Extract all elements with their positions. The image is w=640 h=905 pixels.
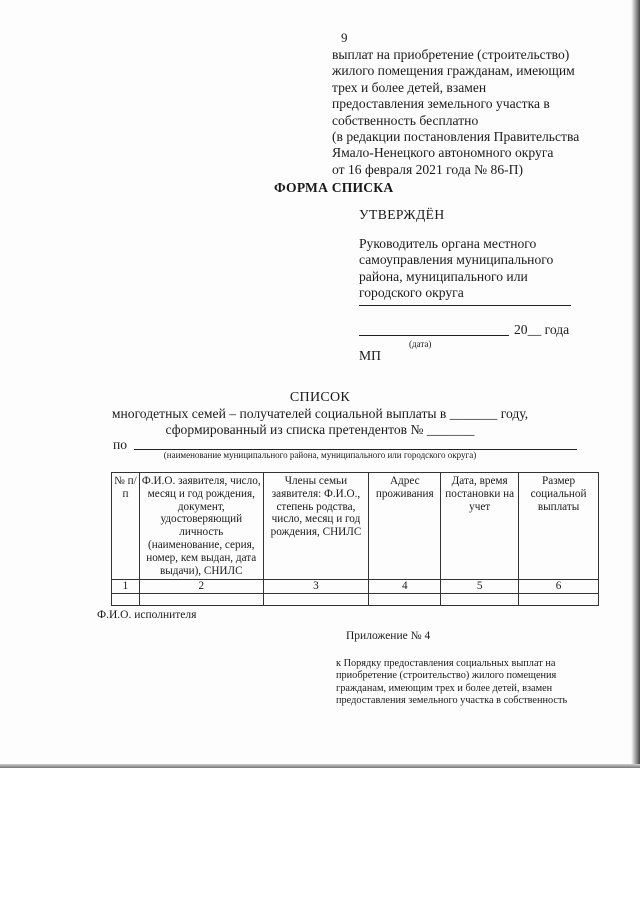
municipality-caption: (наименование муниципального района, муниципального или городского округа) (163, 450, 477, 460)
head-line: самоуправления муниципального (359, 252, 554, 268)
column-number: 5 (441, 580, 519, 594)
head-signature-block (359, 236, 589, 302)
column-number: 6 (519, 580, 599, 594)
list-title: СПИСОК (289, 390, 351, 405)
table-number-row (112, 580, 599, 594)
appendix-text (336, 658, 611, 708)
column-number: 4 (369, 580, 441, 594)
header-number: № п/п (112, 473, 140, 580)
column-number: 2 (139, 580, 263, 594)
head-line: района, муниципального или (359, 268, 528, 284)
head-line: Руководитель органа местного (359, 236, 537, 251)
header-line: трех и более детей, взамен (332, 79, 487, 95)
column-number: 3 (263, 580, 369, 594)
header-line: выплат на приобретение (строительство) (332, 47, 570, 62)
appendix-line: приобретение (строительство) жилого помещения (336, 670, 557, 682)
approved-label: УТВЕРЖДЁН (359, 207, 445, 222)
po-label: по (113, 437, 128, 452)
table-cell (263, 594, 369, 606)
signature-line (359, 305, 571, 306)
table-cell (369, 594, 441, 606)
header-payment-amount: Размер социальной выплаты (519, 473, 599, 580)
table-row (112, 594, 599, 606)
header-line: от 16 февраля 2021 года № 86-П) (332, 161, 524, 177)
header-line: жилого помещения гражданам, имеющим (332, 63, 575, 79)
header-block (332, 47, 632, 178)
head-line: городского округа (359, 285, 464, 301)
table-cell (441, 594, 519, 606)
scan-edge-right (631, 0, 640, 768)
header-line: Ямало-Ненецкого автономного округа (332, 145, 554, 161)
appendix-title: Приложение № 4 (346, 630, 431, 642)
header-family-members: Члены семьи заявителя: Ф.И.О., степень родства, число, месяц и год рождения, СНИЛС (263, 473, 369, 580)
table-header-row (112, 473, 599, 580)
seal-place-label: МП (359, 348, 381, 363)
header-line: предоставления земельного участка в (332, 96, 550, 112)
year-text: 20__ года (514, 322, 570, 337)
executor-label: Ф.И.О. исполнителя (97, 609, 197, 621)
appendix-line: к Порядку предоставления социальных выплат на (336, 658, 556, 669)
date-caption: (дата) (409, 339, 432, 349)
table-cell (112, 594, 140, 606)
table-cell (139, 594, 263, 606)
appendix-line: предоставления земельного участка в собственность (336, 695, 568, 707)
list-description-line-1: многодетных семей – получателей социальной выплаты в _______ году, (111, 406, 529, 421)
header-applicant: Ф.И.О. заявителя, число, месяц и год рождения, документ, удостоверяющий личность (наименование, серия, номер, кем выдан, дата выдачи), СНИЛС (139, 473, 263, 580)
header-line: (в редакции постановления Правительства (332, 129, 580, 145)
page-number: 9 (341, 30, 348, 45)
table-cell (519, 594, 599, 606)
recipients-table (111, 472, 599, 606)
list-description-line-2: сформированный из списка претендентов № _______ (165, 422, 475, 437)
header-address: Адрес проживания (369, 473, 441, 580)
blank-area (0, 768, 640, 905)
header-registration-date: Дата, время постановки на учет (441, 473, 519, 580)
form-title: ФОРМА СПИСКА (274, 180, 394, 195)
appendix-line: гражданам, имеющим трех и более детей, взамен (336, 682, 553, 694)
header-line: собственность бесплатно (332, 112, 479, 128)
date-line (359, 335, 509, 336)
column-number: 1 (112, 580, 140, 594)
